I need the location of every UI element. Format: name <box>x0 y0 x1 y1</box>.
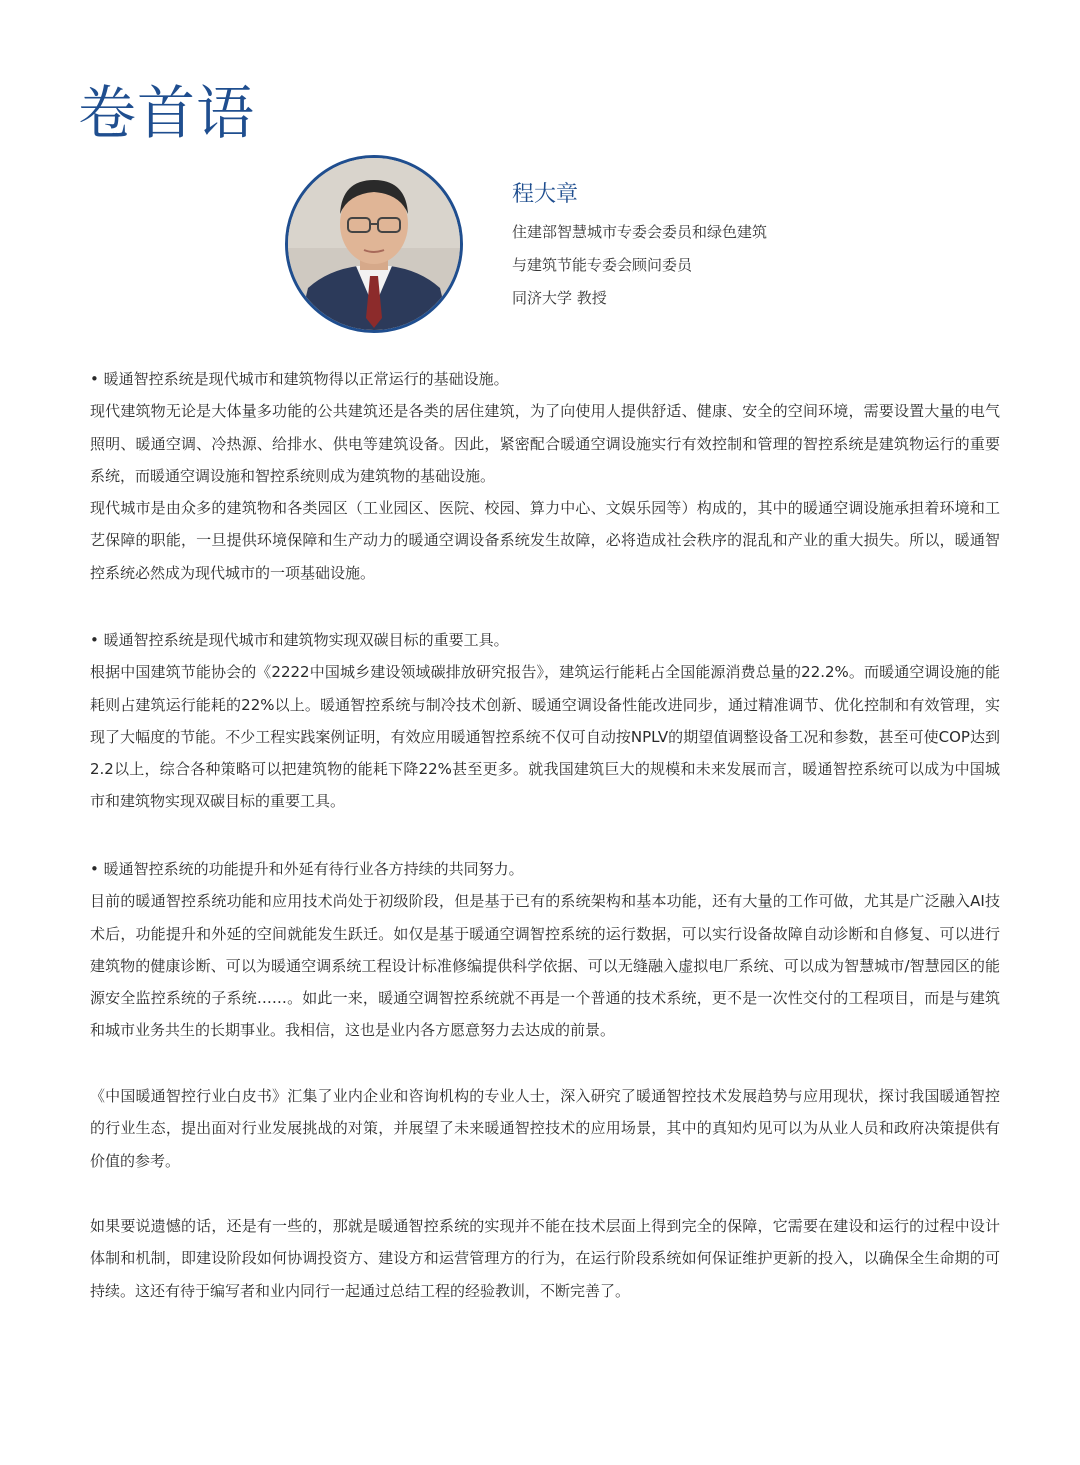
paragraph: 现代城市是由众多的建筑物和各类园区（工业园区、医院、校园、算力中心、文娱乐园等）构成的，其中的暖通空调设施承担着环境和工艺保障的职能，一旦提供环境保障和生产动力的暖通空调设备系统发生故障，必将造成社会秩序的混乱和产业的重大损失。所以，暖通智控系统必然成为现代城市的一项基础设施。 <box>90 499 1000 582</box>
paragraph: 如果要说遗憾的话，还是有一些的，那就是暖通智控系统的实现并不能在技术层面上得到完全的保障，它需要在建设和运行的过程中设计体制和机制，即建设阶段如何协调投资方、建设方和运营管理方的行为，在运行阶段系统如何保证维护更新的投入，以确保全生命期的可持续。这还有待于编写者和业内同行一起通过总结工程的经验教训，不断完善了。 <box>90 1217 1000 1300</box>
page-title: 卷首语 <box>78 79 256 147</box>
section-infrastructure <box>90 363 1000 589</box>
portrait-image <box>288 158 460 330</box>
section-whitepaper <box>90 1080 1000 1177</box>
author-role-2: 与建筑节能专委会顾问委员 <box>512 256 693 274</box>
section-heading: • 暖通智控系统是现代城市和建筑物实现双碳目标的重要工具。 <box>90 631 509 649</box>
paragraph: 目前的暖通智控系统功能和应用技术尚处于初级阶段，但是基于已有的系统架构和基本功能，还有大量的工作可做，尤其是广泛融入AI技术后，功能提升和外延的空间就能发生跃迁。如仅是基于暖通空调智控系统的运行数据，可以实行设备故障自动诊断和自修复、可以进行建筑物的健康诊断、可以为暖通空调系统工程设计标准修编提供科学依据、可以无缝融入虚拟电厂系统、可以成为智慧城市/智慧园区的能源安全监控系统的子系统……。如此一来，暖通空调智控系统就不再是一个普通的技术系统，更不是一次性交付的工程项目，而是与建筑和城市业务共生的长期事业。我相信，这也是业内各方愿意努力去达成的前景。 <box>90 892 1000 1040</box>
author-name: 程大章 <box>512 182 579 207</box>
section-function-extension <box>90 853 1000 1047</box>
paragraph: 根据中国建筑节能协会的《2222中国城乡建设领域碳排放研究报告》，建筑运行能耗占全国能源消费总量的22.2%。而暖通空调设施的能耗则占建筑运行能耗的22%以上。暖通智控系统与制冷技术创新、暖通空调设备性能改进同步，通过精准调节、优化控制和有效管理，实现了大幅度的节能。不少工程实践案例证明，有效应用暖通智控系统不仅可自动按NPLV的期望值调整设备工况和参数，甚至可使COP达到2.2以上，综合各种策略可以把建筑物的能耗下降22%甚至更多。就我国建筑巨大的规模和未来发展而言，暖通智控系统可以成为中国城市和建筑物实现双碳目标的重要工具。 <box>90 663 1000 811</box>
section-heading: • 暖通智控系统的功能提升和外延有待行业各方持续的共同努力。 <box>90 860 524 878</box>
author-portrait <box>285 155 463 333</box>
section-conclusion <box>90 1210 1000 1307</box>
author-role-1: 住建部智慧城市专委会委员和绿色建筑 <box>512 223 768 241</box>
section-heading: • 暖通智控系统是现代城市和建筑物得以正常运行的基础设施。 <box>90 370 509 388</box>
section-carbon-goals <box>90 624 1000 818</box>
paragraph: 现代建筑物无论是大体量多功能的公共建筑还是各类的居住建筑，为了向使用人提供舒适、健康、安全的空间环境，需要设置大量的电气照明、暖通空调、冷热源、给排水、供电等建筑设备。因此，紧密配合暖通空调设施实行有效控制和管理的智控系统是建筑物运行的重要系统，而暖通空调设施和智控系统则成为建筑物的基础设施。 <box>90 402 1000 485</box>
author-role-3: 同济大学 教授 <box>512 289 607 307</box>
paragraph: 《中国暖通智控行业白皮书》汇集了业内企业和咨询机构的专业人士，深入研究了暖通智控技术发展趋势与应用现状，探讨我国暖通智控的行业生态，提出面对行业发展挑战的对策，并展望了未来暖通智控技术的应用场景，其中的真知灼见可以为从业人员和政府决策提供有价值的参考。 <box>90 1087 1000 1170</box>
